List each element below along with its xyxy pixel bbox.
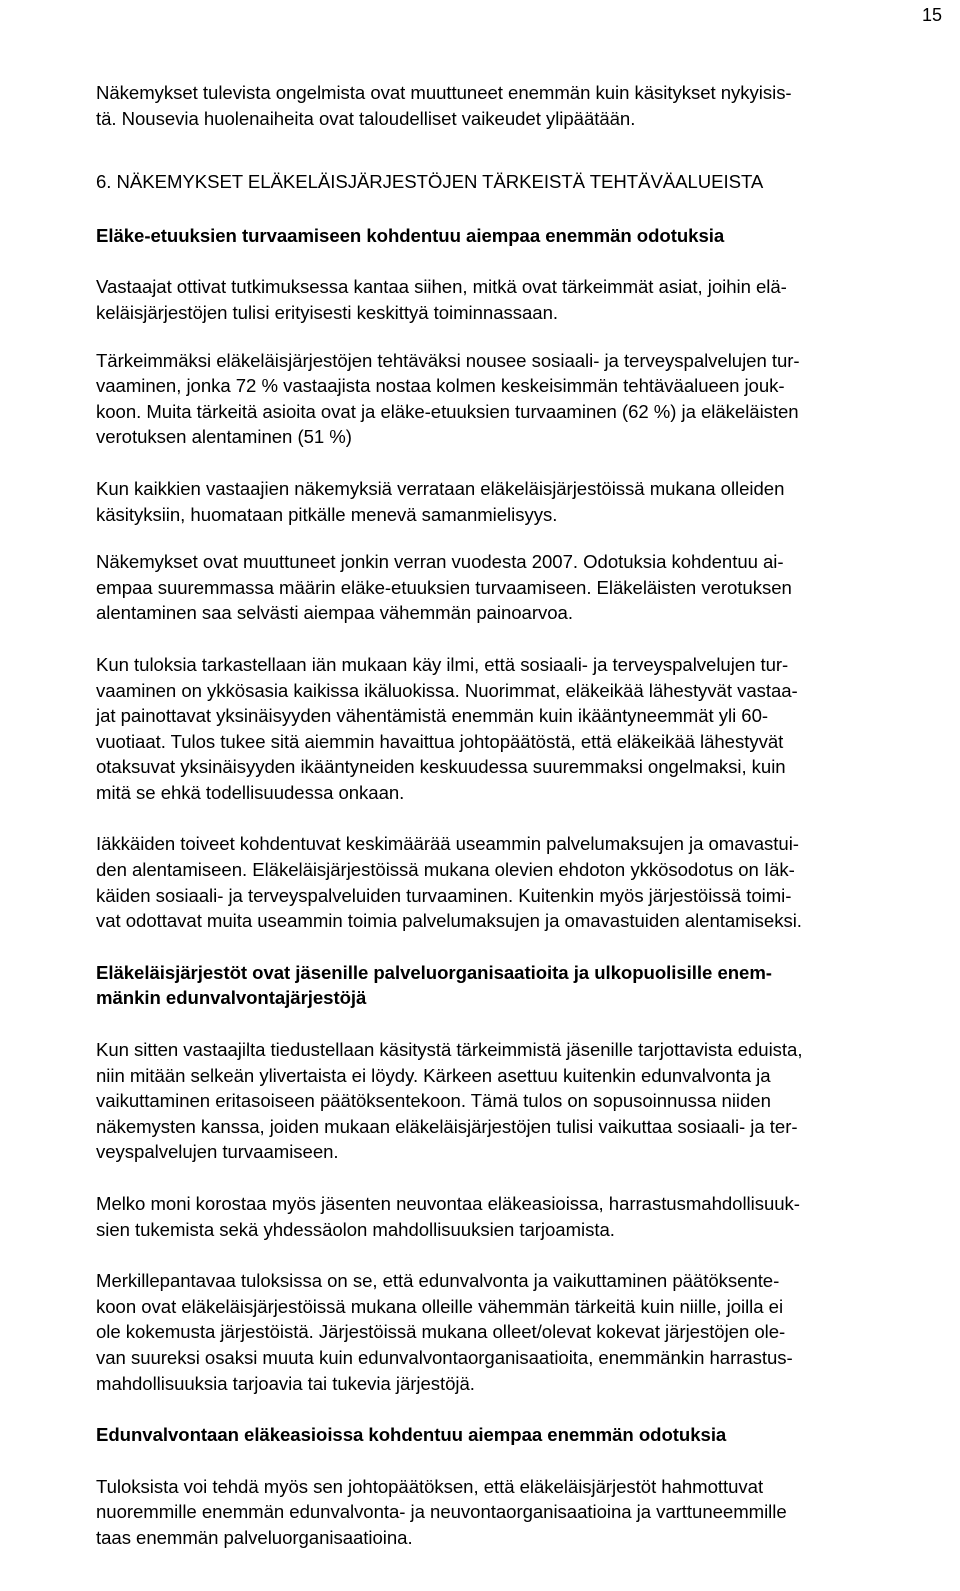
text-line: Näkemykset tulevista ongelmista ovat muuttuneet enemmän kuin käsitykset nykyisis- — [96, 82, 792, 103]
text-line: taas enemmän palveluorganisaatioina. — [96, 1526, 413, 1548]
text-line: empaa suuremmassa määrin eläke-etuuksien turvaamiseen. Eläkeläisten verotuksen — [96, 576, 792, 598]
text-line: ole kokemusta järjestöistä. Järjestöissä mukana olleet/olevat kokevat järjestöjen ole- — [96, 1321, 786, 1343]
paragraph — [96, 1037, 944, 1165]
paragraph — [96, 831, 944, 933]
section-heading — [96, 960, 944, 1011]
text-line: Kun sitten vastaajilta tiedustellaan käsitystä tärkeimmistä jäsenille tarjottavista eduista, — [96, 1039, 803, 1061]
text-line: vat odottavat muita useammin toimia palvelumaksujen ja omavastuiden alentamiseksi. — [96, 910, 802, 932]
text-line: veyspalvelujen turvaamiseen. — [96, 1141, 339, 1163]
page-number: 15 — [921, 5, 942, 25]
text-line: näkemysten kanssa, joiden mukaan eläkeläisjärjestöjen tulisi vaikuttaa sosiaali- ja ter- — [96, 1115, 798, 1137]
text-line: niin mitään selkeän ylivertaista ei löydy. Kärkeen asettuu kuitenkin edunvalvonta ja — [96, 1064, 771, 1086]
paragraph — [96, 1191, 944, 1242]
text-line: vuotiaat. Tulos tukee sitä aiemmin havaittua johtopäätöstä, että eläkeikää lähestyvät — [96, 730, 784, 752]
text-line: koon ovat eläkeläisjärjestöissä mukana olleille vähemmän tärkeitä kuin niille, joilla ei — [96, 1295, 784, 1317]
text-line: koon. Muita tärkeitä asioita ovat ja eläke-etuuksien turvaaminen (62 %) ja eläkeläisten — [96, 400, 799, 422]
intro-paragraph — [96, 80, 944, 131]
text-line: sien tukemista sekä yhdessäolon mahdollisuuksien tarjoamista. — [96, 1218, 615, 1240]
text-line: vaaminen, jonka 72 % vastaajista nostaa kolmen keskeisimmän tehtäväalueen jouk- — [96, 375, 785, 397]
paragraph — [96, 652, 944, 806]
paragraph — [96, 274, 944, 325]
text-line: Näkemykset ovat muuttuneet jonkin verran vuodesta 2007. Odotuksia kohdentuu ai- — [96, 551, 784, 573]
text-line: alentaminen saa selvästi aiempaa vähemmän painoarvoa. — [96, 602, 573, 624]
text-line: mitä se ehkä todellisuudessa onkaan. — [96, 781, 405, 803]
text-line: vaaminen on ykkösasia kaikissa ikäluokissa. Nuorimmat, eläkeikää lähestyvät vastaa- — [96, 679, 798, 701]
paragraph — [96, 348, 944, 450]
text-line: mahdollisuuksia tarjoavia tai tukevia järjestöjä. — [96, 1372, 475, 1394]
text-line: Tärkeimmäksi eläkeläisjärjestöjen tehtäväksi nousee sosiaali- ja terveyspalvelujen tur- — [96, 349, 800, 371]
paragraph — [96, 1268, 944, 1396]
text-line: verotuksen alentaminen (51 %) — [96, 426, 352, 448]
text-line: den alentamiseen. Eläkeläisjärjestöissä mukana olevien ehdoton ykkösodotus on Iäk- — [96, 859, 795, 881]
text-line: tä. Nousevia huolenaiheita ovat taloudelliset vaikeudet ylipäätään. — [96, 107, 636, 129]
text-line: otaksuvat yksinäisyyden ikääntyneiden keskuudessa suuremmaksi ongelmaksi, kuin — [96, 756, 786, 778]
text-line: käsityksiin, huomataan pitkälle menevä samanmielisyys. — [96, 503, 558, 525]
paragraph — [96, 549, 944, 626]
text-line: jat painottavat yksinäisyyden vähentämistä enemmän kuin ikääntyneemmät yli 60- — [96, 705, 769, 727]
text-line: vaikuttaminen eritasoiseen päätöksentekoon. Tämä tulos on sopusoinnussa niiden — [96, 1090, 771, 1112]
text-line: van suureksi osaksi muuta kuin edunvalvontaorganisaatioita, enemmänkin harrastus- — [96, 1346, 793, 1368]
text-line: Eläkeläisjärjestöt ovat jäsenille palveluorganisaatioita ja ulkopuolisille enem- — [96, 961, 772, 983]
text-line: käiden sosiaali- ja terveyspalveluiden turvaaminen. Kuitenkin myös järjestöissä toimi- — [96, 884, 792, 906]
text-line: Iäkkäiden toiveet kohdentuvat keskimäärää useammin palvelumaksujen ja omavastui- — [96, 833, 799, 855]
text-line: Kun tuloksia tarkastellaan iän mukaan käy ilmi, että sosiaali- ja terveyspalvelujen tur- — [96, 653, 789, 675]
section-heading: Eläke-etuuksien turvaamiseen kohdentuu aiempaa enemmän odotuksia — [96, 224, 725, 246]
paragraph — [96, 1474, 944, 1551]
page-content — [96, 80, 944, 1551]
text-line: keläisjärjestöjen tulisi erityisesti keskittyä toiminnassaan. — [96, 301, 558, 323]
text-line: Tuloksista voi tehdä myös sen johtopäätöksen, että eläkeläisjärjestöt hahmottuvat — [96, 1475, 764, 1497]
text-line: Kun kaikkien vastaajien näkemyksiä verrataan eläkeläisjärjestöissä mukana olleiden — [96, 477, 785, 499]
text-line: Merkillepantavaa tuloksissa on se, että edunvalvonta ja vaikuttaminen päätöksente- — [96, 1270, 780, 1292]
text-line: nuoremmille enemmän edunvalvonta- ja neuvontaorganisaatioina ja varttuneemmille — [96, 1501, 787, 1523]
section-heading: Edunvalvontaan eläkeasioissa kohdentuu aiempaa enemmän odotuksia — [96, 1424, 727, 1446]
text-line: Vastaajat ottivat tutkimuksessa kantaa siihen, mitkä ovat tärkeimmät asiat, joihin elä- — [96, 276, 787, 298]
text-line: Melko moni korostaa myös jäsenten neuvontaa eläkeasioissa, harrastusmahdollisuuk- — [96, 1193, 800, 1214]
paragraph — [96, 476, 944, 527]
text-line: mänkin edunvalvontajärjestöjä — [96, 987, 367, 1009]
chapter-title: 6. NÄKEMYKSET ELÄKELÄISJÄRJESTÖJEN TÄRKEISTÄ TEHTÄVÄALUEISTA — [96, 171, 764, 193]
